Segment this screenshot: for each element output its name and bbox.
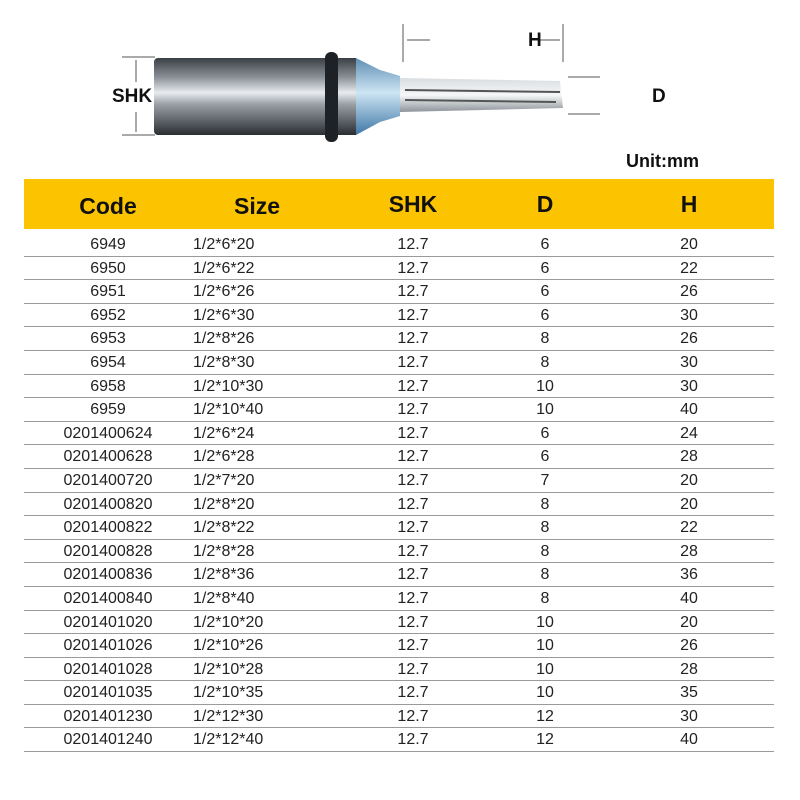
d-cell: 6 xyxy=(540,283,550,301)
table-row xyxy=(24,375,774,399)
table-row xyxy=(24,516,774,540)
size-cell: 1/2*8*30 xyxy=(193,353,255,371)
d-cell: 7 xyxy=(540,471,550,489)
shk-cell: 12.7 xyxy=(397,401,429,419)
shk-cell: 12.7 xyxy=(397,660,429,678)
shk-cell: 12.7 xyxy=(397,377,429,395)
size-cell: 1/2*6*26 xyxy=(193,283,255,301)
size-cell: 1/2*10*28 xyxy=(193,660,264,678)
code-cell: 6959 xyxy=(90,401,126,419)
shk-cell: 12.7 xyxy=(397,589,429,607)
header-h: H xyxy=(680,191,698,217)
code-cell: 0201400720 xyxy=(63,471,153,489)
shk-cell: 12.7 xyxy=(397,424,429,442)
d-cell: 8 xyxy=(540,542,550,560)
code-cell: 0201401026 xyxy=(63,637,153,655)
code-cell: 0201400822 xyxy=(63,519,153,537)
h-cell: 28 xyxy=(680,448,698,466)
shk-cell: 12.7 xyxy=(397,471,429,489)
code-cell: 6950 xyxy=(90,259,126,277)
size-cell: 1/2*10*20 xyxy=(193,613,264,631)
size-cell: 1/2*6*20 xyxy=(193,236,255,253)
d-cell: 10 xyxy=(536,684,554,702)
h-cell: 22 xyxy=(680,519,698,537)
shk-cell: 12.7 xyxy=(397,731,429,749)
shk-cell: 12.7 xyxy=(397,330,429,348)
size-cell: 1/2*6*30 xyxy=(193,306,255,324)
table-row xyxy=(24,705,774,729)
router-bit-illustration xyxy=(0,0,800,160)
size-cell: 1/2*10*35 xyxy=(193,684,264,702)
d-cell: 12 xyxy=(536,707,554,725)
table-row xyxy=(24,493,774,517)
shk-cell: 12.7 xyxy=(397,353,429,371)
shk-cell: 12.7 xyxy=(397,707,429,725)
code-cell: 0201400840 xyxy=(63,589,153,607)
table-row xyxy=(24,398,774,422)
code-cell: 0201401020 xyxy=(63,613,153,631)
table-row xyxy=(24,728,774,752)
code-cell: 0201401028 xyxy=(63,660,153,678)
unit-label: Unit:mm xyxy=(626,151,699,171)
table-row xyxy=(24,611,774,635)
code-cell: 0201401230 xyxy=(63,707,153,725)
shk-cell: 12.7 xyxy=(397,448,429,466)
size-cell: 1/2*10*30 xyxy=(193,377,264,395)
table-row xyxy=(24,257,774,281)
h-cell: 30 xyxy=(680,707,698,725)
shk-cell: 12.7 xyxy=(397,566,429,584)
h-cell: 36 xyxy=(680,566,698,584)
size-cell: 1/2*6*24 xyxy=(193,424,255,442)
shk-cell: 12.7 xyxy=(397,283,429,301)
table-row xyxy=(24,327,774,351)
table-row xyxy=(24,563,774,587)
size-cell: 1/2*8*20 xyxy=(193,495,255,513)
shk-cell: 12.7 xyxy=(397,306,429,324)
size-cell: 1/2*6*22 xyxy=(193,259,255,277)
header-size: Size xyxy=(233,193,281,219)
code-cell: 0201401035 xyxy=(63,684,153,702)
d-cell: 10 xyxy=(536,401,554,419)
table-row xyxy=(24,469,774,493)
header-shk: SHK xyxy=(388,191,438,217)
h-cell: 28 xyxy=(680,660,698,678)
size-cell: 1/2*10*40 xyxy=(193,401,264,419)
d-cell: 8 xyxy=(540,330,550,348)
h-cell: 40 xyxy=(680,731,698,749)
code-cell: 6951 xyxy=(90,283,126,301)
h-cell: 28 xyxy=(680,542,698,560)
table-row xyxy=(24,587,774,611)
size-cell: 1/2*6*28 xyxy=(193,448,255,466)
h-cell: 22 xyxy=(680,259,698,277)
table-row xyxy=(24,422,774,446)
shk-cell: 12.7 xyxy=(397,542,429,560)
d-cell: 6 xyxy=(540,306,550,324)
size-cell: 1/2*8*40 xyxy=(193,589,255,607)
header-code: Code xyxy=(79,193,137,219)
d-cell: 8 xyxy=(540,589,550,607)
h-cell: 26 xyxy=(680,283,698,301)
h-cell: 20 xyxy=(680,495,698,513)
h-cell: 26 xyxy=(680,330,698,348)
table-row xyxy=(24,540,774,564)
h-cell: 20 xyxy=(680,236,698,253)
shk-cell: 12.7 xyxy=(397,684,429,702)
code-cell: 6954 xyxy=(90,353,126,371)
table-row xyxy=(24,233,774,257)
d-cell: 10 xyxy=(536,613,554,631)
h-cell: 24 xyxy=(680,424,698,442)
table-body xyxy=(24,233,774,752)
h-cell: 20 xyxy=(680,613,698,631)
code-cell: 0201401240 xyxy=(63,731,153,749)
d-cell: 12 xyxy=(536,731,554,749)
table-row xyxy=(24,351,774,375)
size-cell: 1/2*12*40 xyxy=(193,731,264,749)
size-cell: 1/2*8*22 xyxy=(193,519,255,537)
router-bit-diagram xyxy=(0,0,800,160)
d-cell: 6 xyxy=(540,448,550,466)
code-cell: 0201400628 xyxy=(63,448,153,466)
header-d: D xyxy=(536,191,554,217)
size-cell: 1/2*8*36 xyxy=(193,566,255,584)
d-cell: 8 xyxy=(540,566,550,584)
h-cell: 40 xyxy=(680,401,698,419)
code-cell: 6949 xyxy=(90,236,126,253)
d-cell: 6 xyxy=(540,236,550,253)
d-cell: 8 xyxy=(540,519,550,537)
h-cell: 30 xyxy=(680,377,698,395)
table-header xyxy=(24,179,774,229)
table-row xyxy=(24,304,774,328)
h-cell: 26 xyxy=(680,637,698,655)
h-cell: 40 xyxy=(680,589,698,607)
shk-cell: 12.7 xyxy=(397,259,429,277)
d-dimension-label: D xyxy=(652,86,666,107)
size-cell: 1/2*8*26 xyxy=(193,330,255,348)
d-cell: 10 xyxy=(536,637,554,655)
size-cell: 1/2*10*26 xyxy=(193,637,264,655)
table-row xyxy=(24,280,774,304)
d-cell: 10 xyxy=(536,377,554,395)
shk-cell: 12.7 xyxy=(397,495,429,513)
shk-cell: 12.7 xyxy=(397,236,429,253)
d-cell: 6 xyxy=(540,259,550,277)
d-cell: 6 xyxy=(540,424,550,442)
size-cell: 1/2*12*30 xyxy=(193,707,264,725)
d-cell: 10 xyxy=(536,660,554,678)
h-cell: 20 xyxy=(680,471,698,489)
h-cell: 30 xyxy=(680,306,698,324)
table-row xyxy=(24,658,774,682)
code-cell: 6958 xyxy=(90,377,126,395)
code-cell: 0201400836 xyxy=(63,566,153,584)
h-cell: 30 xyxy=(680,353,698,371)
h-cell: 35 xyxy=(680,684,698,702)
code-cell: 0201400624 xyxy=(63,424,153,442)
d-cell: 8 xyxy=(540,353,550,371)
h-dimension-label: H xyxy=(528,30,542,51)
size-cell: 1/2*8*28 xyxy=(193,542,255,560)
d-cell: 8 xyxy=(540,495,550,513)
shk-cell: 12.7 xyxy=(397,613,429,631)
shk-cell: 12.7 xyxy=(397,637,429,655)
table-row xyxy=(24,634,774,658)
table-row xyxy=(24,681,774,705)
code-cell: 6953 xyxy=(90,330,126,348)
table-row xyxy=(24,445,774,469)
code-cell: 6952 xyxy=(90,306,126,324)
code-cell: 0201400828 xyxy=(63,542,153,560)
size-cell: 1/2*7*20 xyxy=(193,471,255,489)
shk-dimension-label: SHK xyxy=(112,86,153,107)
code-cell: 0201400820 xyxy=(63,495,153,513)
shk-cell: 12.7 xyxy=(397,519,429,537)
